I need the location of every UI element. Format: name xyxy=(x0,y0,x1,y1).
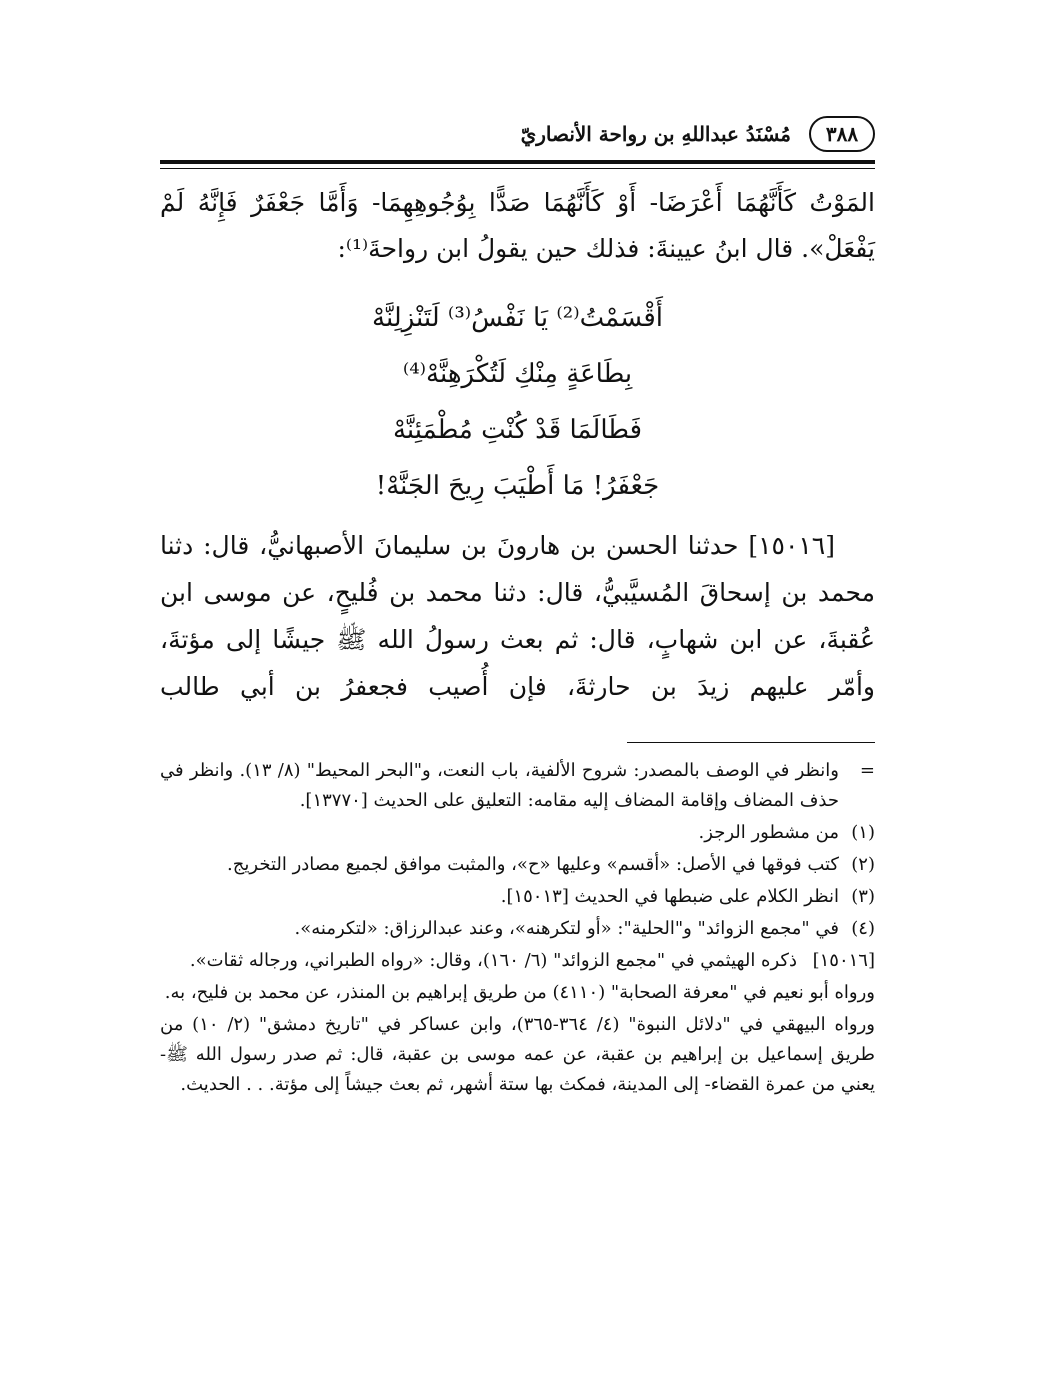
footnote-mark: = xyxy=(859,760,875,781)
header-rule-thin xyxy=(160,168,875,169)
footnote-mark: (١) xyxy=(851,822,875,843)
running-title: مُسْنَدُ عبداللهِ بن رواحة الأنصاريّ xyxy=(520,122,791,146)
footnote-4 xyxy=(160,914,875,944)
main-line-1: المَوْتُ كَأَنَّهُمَا أَعْرَضَا- أَوْ كَأَنَّهُمَا صَدًّا بِوُجُوهِهِمَا- وَأَمَّا جَعْفَرٌ فَإِنَّهُ لَمْ xyxy=(160,188,875,217)
main-line-2: يَفْعَلْ». قال ابنُ عيينةَ: فذلك حين يقولُ ابن رواحةَ⁽¹⁾: xyxy=(337,234,875,263)
footnote-mark: (٣) xyxy=(851,886,875,907)
footnote-1 xyxy=(160,818,875,848)
footnote-2 xyxy=(160,850,875,880)
page-number-badge: ٣٨٨ xyxy=(809,116,875,152)
header-rule-thick xyxy=(160,160,875,164)
footnote-text: ذكره الهيثمي في "مجمع الزوائد" (٦/ ١٦٠)، وقال: «رواه الطبراني، ورجاله ثقات». xyxy=(189,950,797,971)
footnote-text: في "مجمع الزوائد" و"الحلية": «أو لتكرهنه»، وعند عبدالرزاق: «لتكرمنه». xyxy=(294,918,839,939)
footnotes xyxy=(160,756,875,1102)
footnote-text: من مشطور الرجز. xyxy=(698,822,839,843)
footnote-text: انظر الكلام على ضبطها في الحديث [١٥٠١٣]. xyxy=(500,886,839,907)
poem-verses xyxy=(160,290,875,514)
footnote-mark: (٢) xyxy=(851,854,875,875)
verse-1: أَقْسَمْتُ⁽²⁾ يَا نَفْسُ⁽³⁾ لَتَنْزِلِنَّهْ xyxy=(372,303,663,333)
hadith-text: [١٥٠١٦] حدثنا الحسن بن هارونَ بن سليمانَ الأصبهانيُّ، قال: دثنا محمد بن إسحاقَ المُسيَّبيُّ، قال: دثنا محمد بن فُليحٍ، عن موسى ابن عُقبةَ، عن ابن شهابٍ، قال: ثم بعث رسولُ الله ﷺ جيشًا إلى مؤتةَ، وأمّر عليهم زيدَ بن حارثةَ، فإن أُصيب فجعفرُ بن أبي طالب xyxy=(160,531,875,701)
page-header xyxy=(160,112,875,158)
footnote-mark: (٤) xyxy=(851,918,875,939)
main-text xyxy=(160,180,875,272)
hadith-paragraph xyxy=(160,522,875,710)
footnote-takhrij xyxy=(160,946,875,976)
footnote-3 xyxy=(160,882,875,912)
footnote-paragraph-2: ورواه أبو نعيم في "معرفة الصحابة" (٤١١٠) من طريق إبراهيم بن المنذر، عن محمد بن فليح، به. xyxy=(164,982,875,1003)
footnote-text: وانظر في الوصف بالمصدر: شروح الألفية، باب النعت، و"البحر المحيط" (٨/ ١٣). وانظر في حذف المضاف وإقامة المضاف إليه مقامه: التعليق على الحديث [١٣٧٧٠]. xyxy=(160,760,839,811)
footnote-paragraph-3: ورواه البيهقي في "دلائل النبوة" (٤/ ٣٦٤-٣٦٥)، وابن عساكر في "تاريخ دمشق" (٢/ ١٠) من طريق إسماعيل بن إبراهيم بن عقبة، عن عمه موسى بن عقبة، قال: ثم صدر رسول الله ﷺ- يعني من عمرة القضاء- إلى المدينة، فمكث بها ستة أشهر، ثم بعث جيشاً إلى مؤتة. . . الحديث. xyxy=(160,1014,875,1095)
footnote-separator xyxy=(627,742,875,743)
footnote-text: كتب فوقها في الأصل: «أقسم» وعليها «ح»، والمثبت موافق لجميع مصادر التخريج. xyxy=(227,854,839,875)
footnote-mark: [١٥٠١٦] xyxy=(812,950,875,971)
verse-2: بِطَاعَةٍ مِنْكِ لَتُكْرَهِنَّهْ⁽⁴⁾ xyxy=(402,359,633,389)
footnote-continuation xyxy=(160,756,875,816)
verse-4: جَعْفَرُ! مَا أَطْيَبَ رِيحَ الجَنَّهْ! xyxy=(375,471,660,501)
verse-3: فَطَالَمَا قَدْ كُنْتِ مُطْمَئِنَّهْ xyxy=(392,415,643,445)
